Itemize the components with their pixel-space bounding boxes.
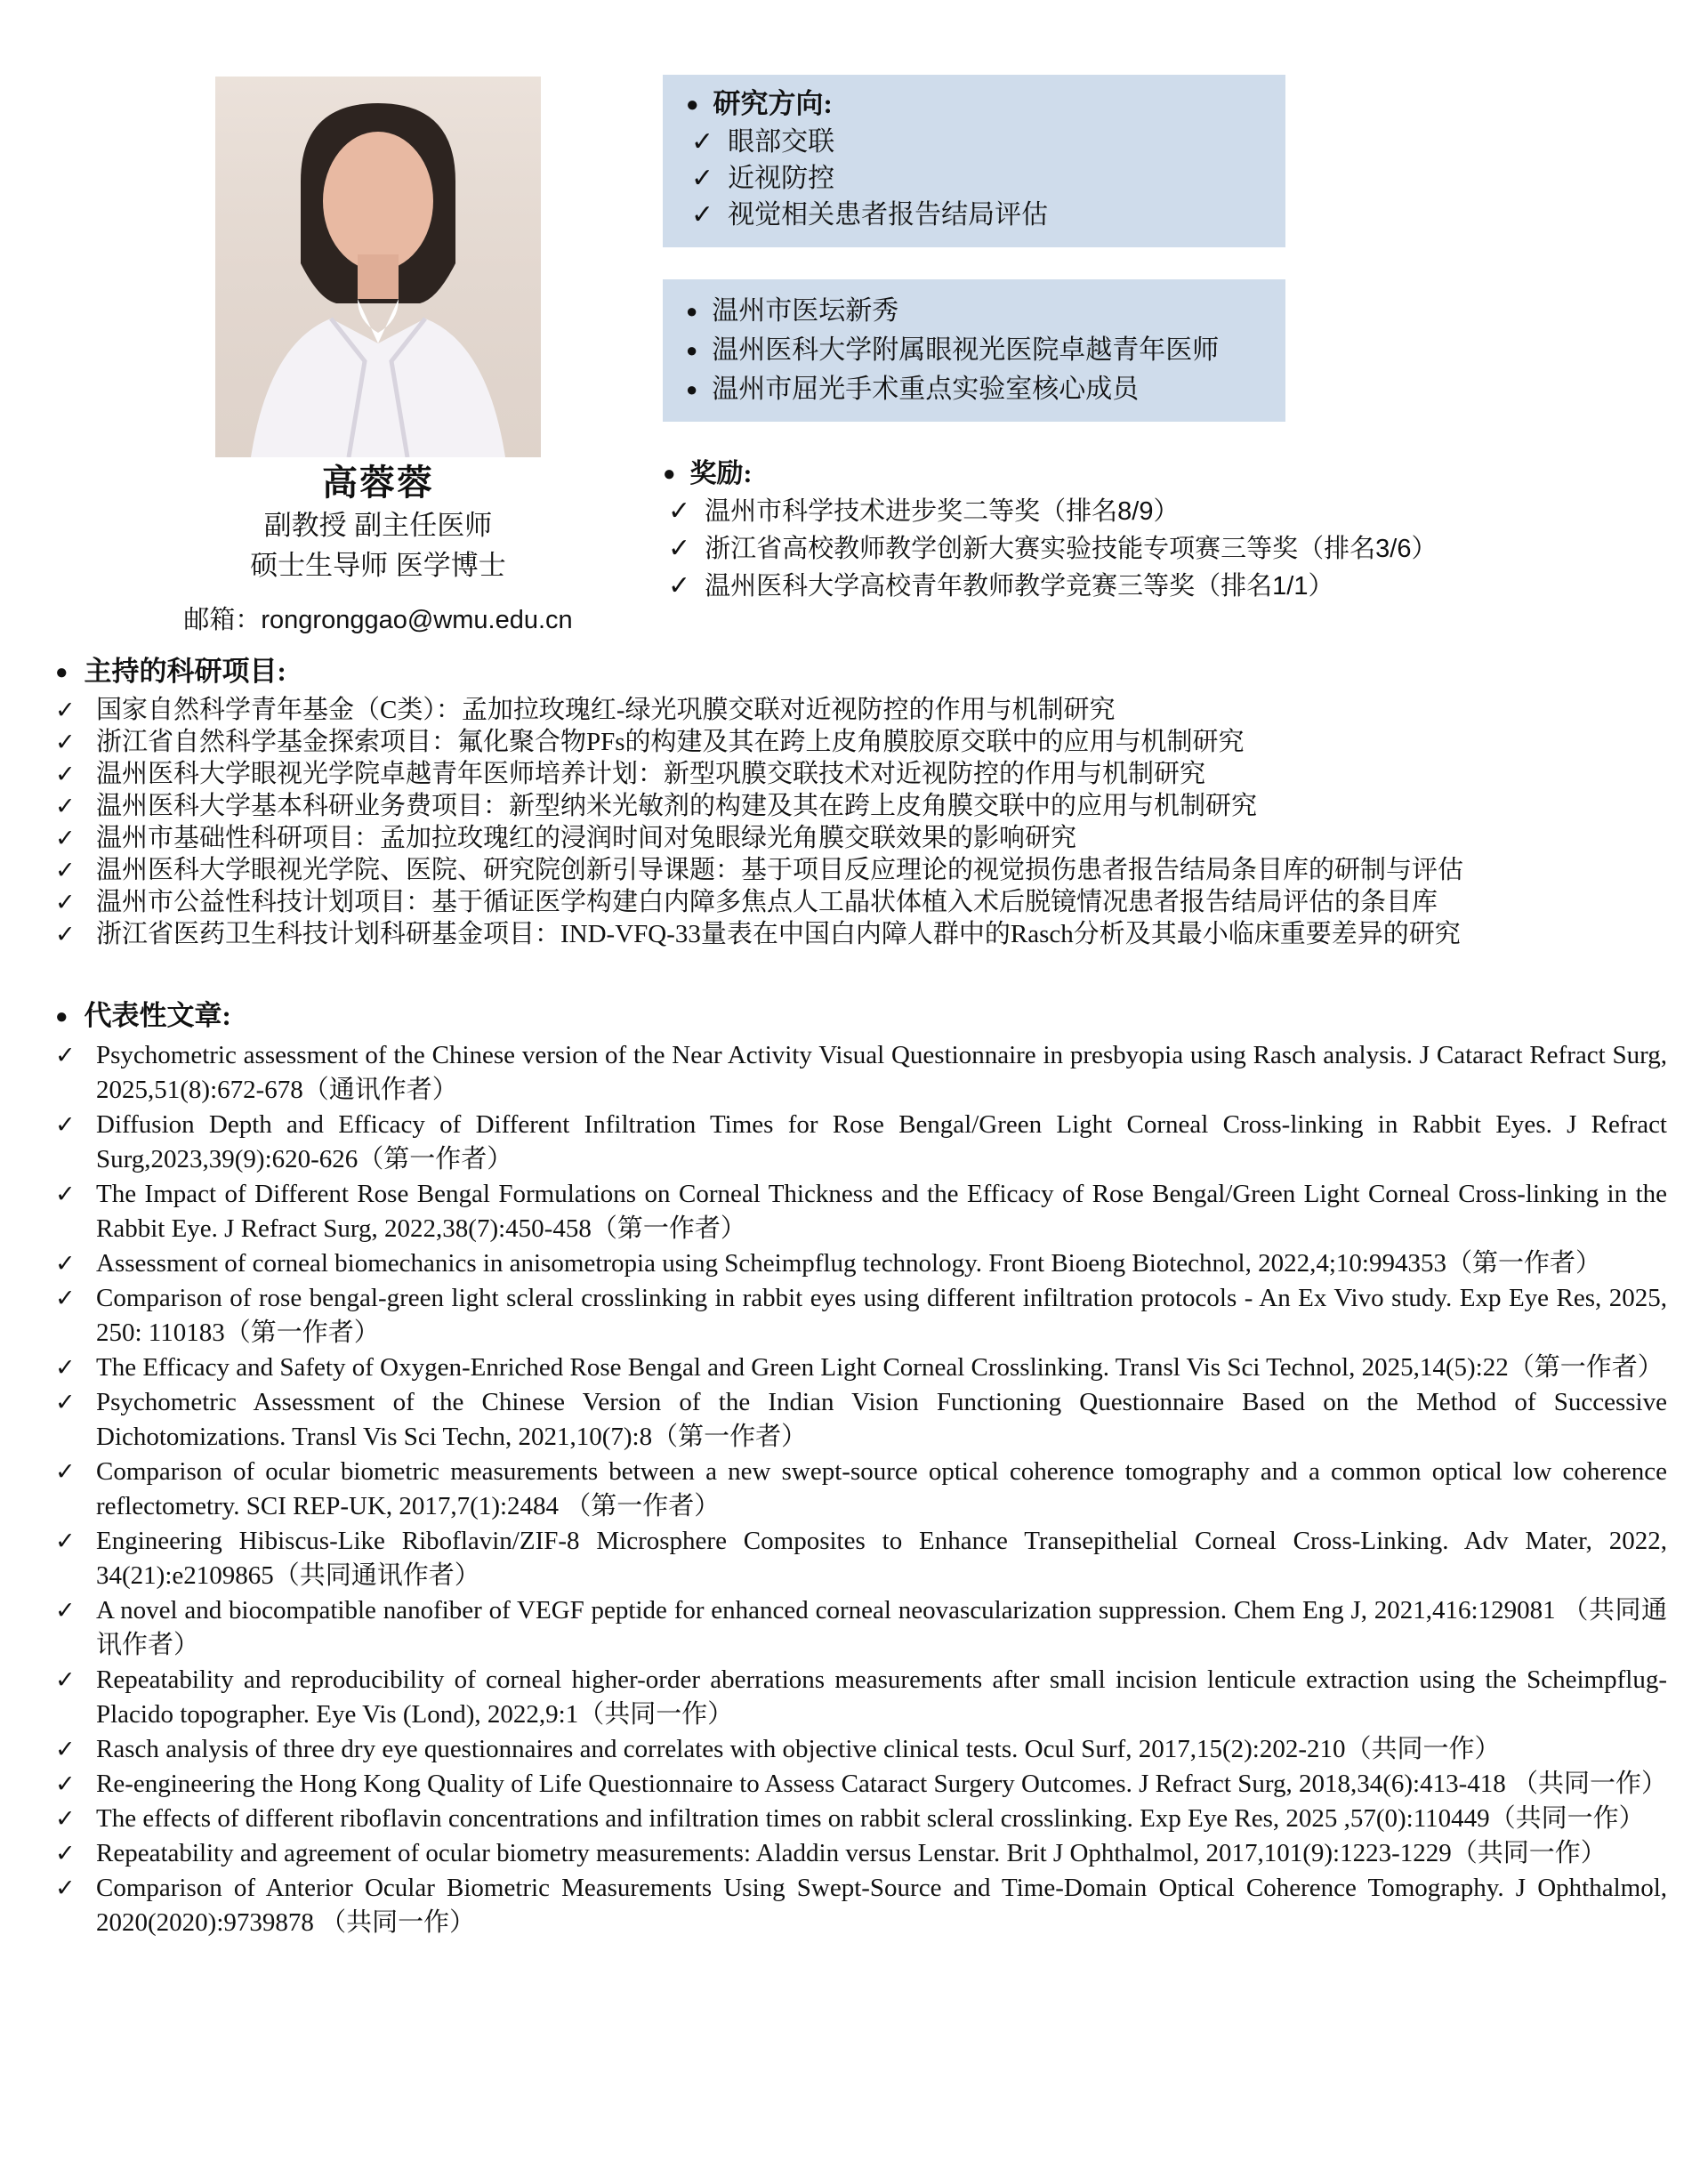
award-item — [663, 568, 1686, 605]
project-item — [55, 918, 1667, 950]
honors-box — [663, 279, 1285, 422]
bullet-icon: ● — [55, 1005, 68, 1028]
publication-citation: Assessment of corneal biomechanics in anisometropia using Scheimpflug technology. Front Bioeng Biotechnol, 2022,4;10:994353（第一作者） — [96, 1249, 1601, 1278]
bullet-icon: ● — [686, 93, 699, 117]
person-title-1: 副教授 副主任医师 — [263, 510, 493, 541]
awards-heading: 奖励: — [689, 459, 753, 488]
project-item — [55, 790, 1667, 822]
email-value: rongronggao@wmu.edu.cn — [261, 606, 573, 634]
projects-heading: 主持的科研项目: — [84, 656, 286, 687]
check-icon: ✓ — [668, 496, 691, 526]
check-icon: ✓ — [55, 1597, 76, 1624]
research-direction-item — [686, 160, 1262, 197]
check-icon: ✓ — [55, 1250, 76, 1277]
check-icon: ✓ — [55, 1736, 76, 1762]
awards-heading-row — [663, 456, 1686, 493]
award-label: 浙江省高校教师教学创新大赛实验技能专项赛三等奖（排名3/6） — [705, 535, 1438, 563]
honor-label: 温州市屈光手术重点实验室核心成员 — [712, 375, 1140, 404]
publication-citation: Comparison of rose bengal-green light scleral crosslinking in rabbit eyes using different infiltration protocols - An Ex Vivo study. Exp Eye Res, 2025, 250: 110183（第一作者） — [96, 1284, 1667, 1347]
projects-section — [55, 652, 1667, 950]
publication-item — [55, 1732, 1667, 1767]
check-icon: ✓ — [55, 1528, 76, 1554]
check-icon: ✓ — [691, 127, 714, 157]
publication-citation: Comparison of Anterior Ocular Biometric Measurements Using Swept-Source and Time-Domain Optical Coherence Tomography. J Ophthalmol, 2020(2020):9739878 （共同一作） — [96, 1874, 1667, 1937]
publication-citation: A novel and biocompatible nanofiber of VEGF peptide for enhanced corneal neovascularization suppression. Chem Eng J, 2021,416:129081 （共同通讯作者） — [96, 1596, 1667, 1659]
check-icon: ✓ — [55, 1666, 76, 1693]
check-icon: ✓ — [55, 1354, 76, 1381]
publication-citation: Psychometric Assessment of the Chinese Version of the Indian Vision Functioning Questionnaire Based on the Method of Successive Dichotomizations. Transl Vis Sci Techn, 2021,10(7):8（第一作者） — [96, 1388, 1667, 1451]
research-directions-heading: 研究方向: — [713, 88, 833, 119]
project-item — [55, 886, 1667, 918]
research-direction-label: 近视防控 — [728, 164, 835, 193]
honor-item — [686, 370, 1262, 409]
project-label: 温州市公益性科技计划项目：基于循证医学构建白内障多焦点人工晶状体植入术后脱镜情况患者报告结局评估的条目库 — [96, 888, 1438, 916]
publication-citation: Repeatability and agreement of ocular biometry measurements: Aladdin versus Lenstar. Brit J Ophthalmol, 2017,101(9):1223-1229（共同一作） — [96, 1839, 1607, 1867]
check-icon: ✓ — [55, 761, 76, 787]
honor-label: 温州医科大学附属眼视光医院卓越青年医师 — [712, 335, 1220, 365]
check-icon: ✓ — [55, 1042, 76, 1068]
project-label: 温州医科大学眼视光学院、医院、研究院创新引导课题：基于项目反应理论的视觉损伤患者报告结局条目库的研制与评估 — [96, 856, 1464, 884]
check-icon: ✓ — [55, 1770, 76, 1797]
award-item — [663, 530, 1686, 568]
check-icon: ✓ — [55, 697, 76, 723]
award-label: 温州市科学技术进步奖二等奖（排名8/9） — [705, 497, 1180, 526]
publications-heading: 代表性文章: — [84, 1000, 231, 1031]
check-icon: ✓ — [691, 164, 714, 193]
check-icon: ✓ — [55, 1181, 76, 1207]
check-icon: ✓ — [55, 1458, 76, 1485]
bullet-icon: ● — [663, 463, 676, 486]
project-label: 浙江省医药卫生科技计划科研基金项目：IND-VFQ-33量表在中国白内障人群中的Rasch分析及其最小临床重要差异的研究 — [96, 920, 1461, 948]
research-directions-heading-row — [686, 85, 1262, 124]
projects-heading-row — [55, 652, 1667, 692]
project-label: 温州市基础性科研项目：孟加拉玫瑰红的浸润时间对兔眼绿光角膜交联效果的影响研究 — [96, 824, 1077, 852]
research-direction-item — [686, 124, 1262, 160]
publication-citation: Diffusion Depth and Efficacy of Different Infiltration Times for Rose Bengal/Green Light Corneal Cross-linking in Rabbit Eyes. J Refract Surg,2023,39(9):620-626（第一作者） — [96, 1110, 1667, 1173]
check-icon: ✓ — [55, 1805, 76, 1832]
publication-item — [55, 1281, 1667, 1351]
check-icon: ✓ — [55, 1285, 76, 1311]
research-direction-item — [686, 197, 1262, 233]
publications-heading-row — [55, 996, 1667, 1036]
check-icon: ✓ — [668, 571, 691, 601]
person-title-2: 硕士生导师 医学博士 — [250, 550, 506, 581]
check-icon: ✓ — [55, 921, 76, 947]
award-label: 温州医科大学高校青年教师教学竞赛三等奖（排名1/1） — [705, 572, 1334, 601]
publication-item — [55, 1038, 1667, 1108]
publication-item — [55, 1871, 1667, 1940]
profile-photo — [215, 77, 541, 457]
publication-citation: Psychometric assessment of the Chinese version of the Near Activity Visual Questionnaire in presbyopia using Rasch analysis. J Cataract Refract Surg, 2025,51(8):672-678（通讯作者） — [96, 1041, 1667, 1104]
project-label: 温州医科大学基本科研业务费项目：新型纳米光敏剂的构建及其在跨上皮角膜交联中的应用与机制研究 — [96, 792, 1258, 820]
project-item — [55, 758, 1667, 790]
project-label: 浙江省自然科学基金探索项目：氟化聚合物PFs的构建及其在跨上皮角膜胶原交联中的应用与机制研究 — [96, 728, 1245, 756]
research-direction-label: 视觉相关患者报告结局评估 — [728, 200, 1049, 230]
check-icon: ✓ — [55, 1840, 76, 1867]
awards-section — [663, 456, 1686, 605]
publication-item — [55, 1108, 1667, 1177]
publication-citation: Rasch analysis of three dry eye questionnaires and correlates with objective clinical tests. Ocul Surf, 2017,15(2):202-210（共同一作） — [96, 1735, 1501, 1763]
check-icon: ✓ — [691, 200, 714, 230]
check-icon: ✓ — [55, 793, 76, 819]
publication-item — [55, 1836, 1667, 1871]
publication-item — [55, 1177, 1667, 1246]
check-icon: ✓ — [55, 825, 76, 851]
project-label: 国家自然科学青年基金（C类）：孟加拉玫瑰红-绿光巩膜交联对近视防控的作用与机制研究 — [96, 696, 1116, 724]
check-icon: ✓ — [55, 857, 76, 883]
project-item — [55, 694, 1667, 726]
check-icon: ✓ — [55, 729, 76, 755]
publication-item — [55, 1593, 1667, 1663]
publication-citation: Comparison of ocular biometric measurements between a new swept-source optical coherence tomography and a common optical low coherence reflectometry. SCI REP-UK, 2017,7(1):2484 （第一作者） — [96, 1457, 1667, 1520]
publication-citation: Re-engineering the Hong Kong Quality of Life Questionnaire to Assess Cataract Surgery Outcomes. J Refract Surg, 2018,34(6):413-418 （共同一作） — [96, 1770, 1667, 1798]
check-icon: ✓ — [55, 1389, 76, 1415]
email-line — [104, 600, 652, 636]
research-directions-box — [663, 75, 1285, 247]
honor-item — [686, 292, 1262, 331]
publication-item — [55, 1524, 1667, 1593]
honor-label: 温州市医坛新秀 — [712, 296, 899, 326]
check-icon: ✓ — [55, 889, 76, 915]
check-icon: ✓ — [55, 1875, 76, 1901]
check-icon: ✓ — [55, 1111, 76, 1138]
publication-citation: Repeatability and reproducibility of corneal higher-order aberrations measurements after small incision lenticule extraction using the Scheimpflug-Placido topographer. Eye Vis (Lond), 2022,9:1（共同一作） — [96, 1665, 1667, 1729]
publication-item — [55, 1351, 1667, 1385]
publication-item — [55, 1663, 1667, 1732]
publication-item — [55, 1246, 1667, 1281]
publication-citation: Engineering Hibiscus-Like Riboflavin/ZIF-8 Microsphere Composites to Enhance Transepithelial Corneal Cross-Linking. Adv Mater, 2022, 34(21):e2109865（共同通讯作者） — [96, 1527, 1667, 1590]
bullet-icon: ● — [686, 378, 698, 400]
publications-section — [55, 996, 1667, 1940]
honor-item — [686, 331, 1262, 370]
name-block — [104, 461, 652, 636]
project-item — [55, 822, 1667, 854]
project-item — [55, 854, 1667, 886]
publication-item — [55, 1385, 1667, 1455]
publication-citation: The Efficacy and Safety of Oxygen-Enriched Rose Bengal and Green Light Corneal Crosslinking. Transl Vis Sci Technol, 2025,14(5):22（第一作者） — [96, 1353, 1664, 1382]
email-label: 邮箱： — [183, 606, 262, 634]
person-name: 高蓉蓉 — [322, 464, 434, 503]
bullet-icon: ● — [55, 661, 68, 684]
research-direction-label: 眼部交联 — [728, 127, 835, 157]
publication-item — [55, 1767, 1667, 1802]
project-label: 温州医科大学眼视光学院卓越青年医师培养计划：新型巩膜交联技术对近视防控的作用与机制研究 — [96, 760, 1206, 788]
publication-item — [55, 1802, 1667, 1836]
publication-item — [55, 1455, 1667, 1524]
award-item — [663, 493, 1686, 530]
publication-citation: The effects of different riboflavin concentrations and infiltration times on rabbit scleral crosslinking. Exp Eye Res, 2025 ,57(0):110449（共同一作） — [96, 1804, 1645, 1833]
publication-citation: The Impact of Different Rose Bengal Formulations on Corneal Thickness and the Efficacy of Rose Bengal/Green Light Corneal Cross-linking in the Rabbit Eye. J Refract Surg, 2022,38(7):450-458（第一作者） — [96, 1180, 1667, 1243]
portrait-illustration — [215, 77, 541, 457]
bullet-icon: ● — [686, 339, 698, 361]
bullet-icon: ● — [686, 300, 698, 322]
project-item — [55, 726, 1667, 758]
check-icon: ✓ — [668, 534, 691, 563]
